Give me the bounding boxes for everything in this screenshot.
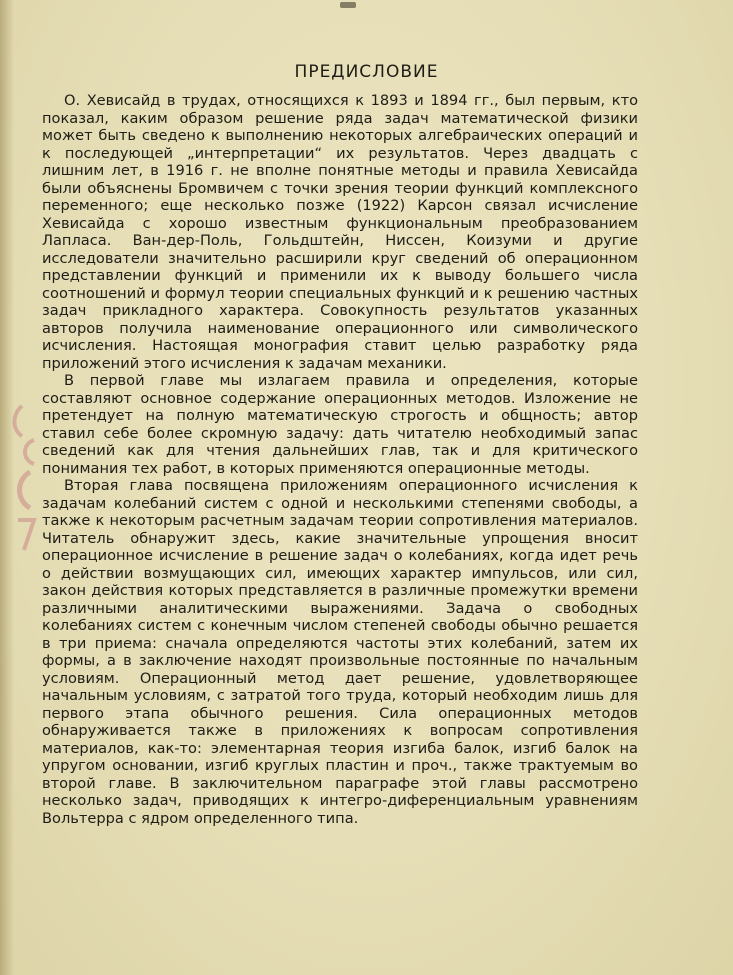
- print-speck: [340, 2, 356, 8]
- paragraph: О. Хевисайд в трудах, относящихся к 1893 и 1894 гг., был первым, кто показал, каким образом решение ряда задач математической физики может быть сведено к выполнению некоторых алгебраических операций и к последующей „интерпретации“ их результатов. Через двадцать с лишним лет, в 1916 г. не вполне понятные методы и правила Хевисайда были объяснены Бромвичем с точки зрения теории функций комплексного переменного; еще несколько позже (1922) Карсон связал исчисление Хевисайда с хорошо известным функциональным преобразованием Лапласа. Ван-дер-Поль, Гольдштейн, Ниссен, Коизуми и другие исследователи значительно расширили круг сведений об операционном представлении функций и применили их к выводу большего числа соотношений и формул теории специальных функций и к решению частных задач прикладного характера. Совокупность результатов указанных авторов получила наименование операционного или символического исчисления. Настоящая монография ставит целью разработку ряда приложений этого исчисления к задачам механики.: [42, 92, 638, 372]
- paragraph: Вторая глава посвящена приложениям операционного исчисления к задачам колебаний систем с одной и несколькими степенями свободы, а также к некоторым расчетным задачам теории сопротивления материалов. Читатель обнаружит здесь, какие значительные упрощения вносит операционное исчисление в решение задач о колебаниях, когда идет речь о действии возмущающих сил, имеющих характер импульсов, или сил, закон действия которых представляется в различные промежутки времени различными аналитическими выражениями. Задача о свободных колебаниях систем с конечным числом степеней свободы обычно решается в три приема: сначала определяются частоты этих колебаний, затем их формы, а в заключение находят произвольные постоянные по начальным условиям. Операционный метод дает решение, удовлетворяющее начальным условиям, с затратой того труда, который необходим лишь для первого этапа обычного решения. Сила операционных методов обнаруживается также в приложениях к вопросам сопротивления материалов, как-то: элементарная теория изгиба балок, изгиб балок на упругом основании, изгиб круглых пластин и проч., также трактуемым во второй главе. В заключительном параграфе этой главы рассмотрено несколько задач, приводящих к интегро-диференциальным уравнениям Вольтерра с ядром определенного типа.: [42, 477, 638, 827]
- paragraph: В первой главе мы излагаем правила и определения, которые составляют основное содержание операционных методов. Изложение не претендует на полную математическую строгость и общность; автор ставил себе более скромную задачу: дать читателю необходимый запас сведений как для чтения дальнейших глав, так и для критического понимания тех работ, в которых применяются операционные методы.: [42, 372, 638, 477]
- preface-body: [42, 92, 638, 827]
- page-title: ПРЕДИСЛОВИЕ: [294, 62, 439, 82]
